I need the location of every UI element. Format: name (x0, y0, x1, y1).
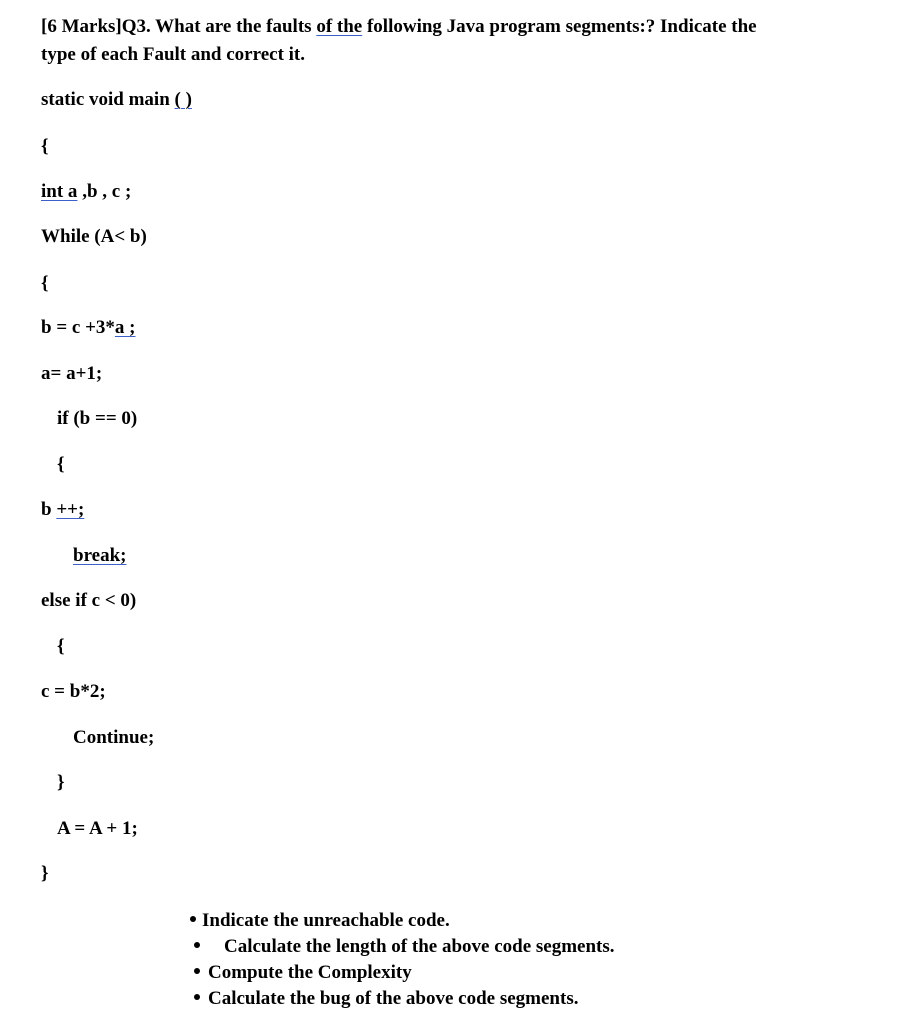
question-text-part: [6 Marks]Q3. What are the faults (41, 16, 317, 37)
bullet-icon (194, 994, 200, 1000)
question-text-underlined: of the (316, 16, 363, 37)
code-line-8: if (b == 0) (57, 408, 138, 429)
question-heading-line-2: type of each Fault and correct it. (41, 44, 306, 65)
code-line-4: While (A< b) (41, 226, 147, 247)
code-text: static void main (41, 89, 175, 110)
task-text: Indicate the unreachable code. (202, 910, 450, 931)
code-line-1 (41, 88, 192, 112)
code-line-2: { (41, 136, 49, 157)
task-item (190, 908, 615, 934)
code-line-13: { (57, 636, 65, 657)
code-text-underlined: ++; (56, 499, 85, 520)
code-text-underlined: break; (73, 545, 127, 566)
code-line-9: { (57, 454, 65, 475)
code-line-14: c = b*2; (41, 681, 106, 702)
code-line-16: } (57, 772, 65, 793)
code-text: ,b , c ; (77, 181, 132, 202)
task-item (190, 960, 615, 986)
bullet-icon (194, 942, 200, 948)
task-text: Calculate the length of the above code segments. (224, 936, 615, 957)
task-list (190, 908, 615, 1012)
code-line-18: } (41, 863, 49, 884)
question-text-part: following Java program segments:? Indicate the (362, 16, 757, 37)
code-text: b = c +3* (41, 317, 115, 338)
code-line-10 (41, 498, 84, 522)
code-text: b (41, 499, 57, 520)
task-item (190, 934, 615, 960)
code-line-6 (41, 316, 135, 340)
code-line-11 (73, 544, 126, 568)
code-line-7: a= a+1; (41, 363, 103, 384)
task-text: Compute the Complexity (208, 962, 412, 983)
bullet-icon (190, 916, 196, 922)
bullet-icon (194, 968, 200, 974)
code-text-underlined: ( ) (174, 89, 192, 110)
code-text-underlined: int a (41, 181, 78, 202)
task-text: Calculate the bug of the above code segments. (208, 988, 579, 1009)
code-line-3 (41, 180, 131, 204)
code-line-17: A = A + 1; (57, 818, 138, 839)
question-heading-line-1 (41, 15, 757, 39)
code-line-12: else if c < 0) (41, 590, 137, 611)
task-item (190, 986, 615, 1012)
code-text-underlined: a ; (114, 317, 136, 338)
code-line-5: { (41, 273, 49, 294)
code-line-15: Continue; (73, 727, 155, 748)
